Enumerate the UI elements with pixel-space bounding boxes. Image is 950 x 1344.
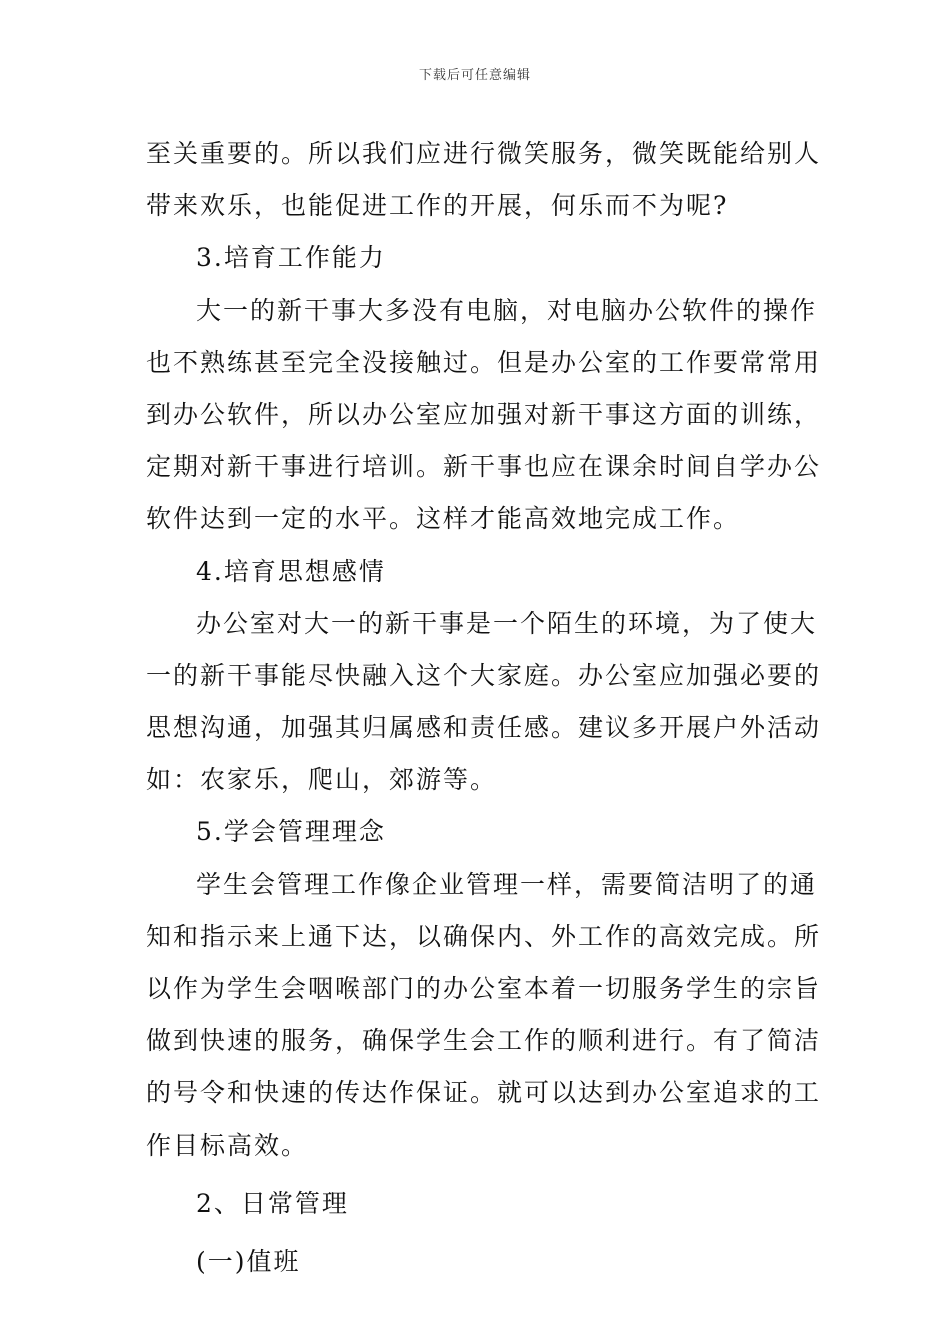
text-line: 思想沟通，加强其归属感和责任感。建议多开展户外活动	[146, 713, 822, 743]
text-line: 定期对新干事进行培训。新干事也应在课余时间自学办公	[146, 452, 822, 482]
text-line: 大一的新干事大多没有电脑，对电脑办公软件的操作	[196, 295, 818, 325]
text-line: 一的新干事能尽快融入这个大家庭。办公室应加强必要的	[146, 660, 822, 690]
text-line: 学生会管理工作像企业管理一样，需要简洁明了的通	[196, 869, 818, 899]
text-line: 至关重要的。所以我们应进行微笑服务，微笑既能给别人	[146, 139, 822, 168]
text-line: 知和指示来上通下达，以确保内、外工作的高效完成。所	[146, 921, 822, 951]
section-heading: 2、日常管理	[196, 1188, 349, 1218]
text-line: 做到快速的服务，确保学生会工作的顺利进行。有了简洁	[146, 1026, 822, 1056]
text-line: 办公室对大一的新干事是一个陌生的环境，为了使大	[196, 608, 818, 638]
text-line: 如：农家乐，爬山，郊游等。	[146, 765, 498, 795]
text-line: 软件达到一定的水平。这样才能高效地完成工作。	[146, 504, 741, 534]
section-heading: 5.学会管理理念	[196, 817, 386, 847]
document-body	[146, 128, 822, 1288]
text-line: 的号令和快速的传达作保证。就可以达到办公室追求的工	[146, 1078, 822, 1108]
text-line: 到办公软件，所以办公室应加强对新干事这方面的训练，	[146, 399, 822, 429]
page-header: 下载后可任意编辑	[418, 68, 531, 83]
text-line: 以作为学生会咽喉部门的办公室本着一切服务学生的宗旨	[146, 974, 822, 1003]
section-heading: 4.培育思想感情	[196, 556, 386, 586]
section-heading: 3.培育工作能力	[196, 243, 386, 273]
text-line: 也不熟练甚至完全没接触过。但是办公室的工作要常常用	[146, 347, 822, 377]
subsection-heading: (一)值班	[196, 1246, 301, 1276]
text-line: 带来欢乐，也能促进工作的开展，何乐而不为呢?	[146, 191, 729, 221]
text-line: 作目标高效。	[146, 1130, 309, 1160]
